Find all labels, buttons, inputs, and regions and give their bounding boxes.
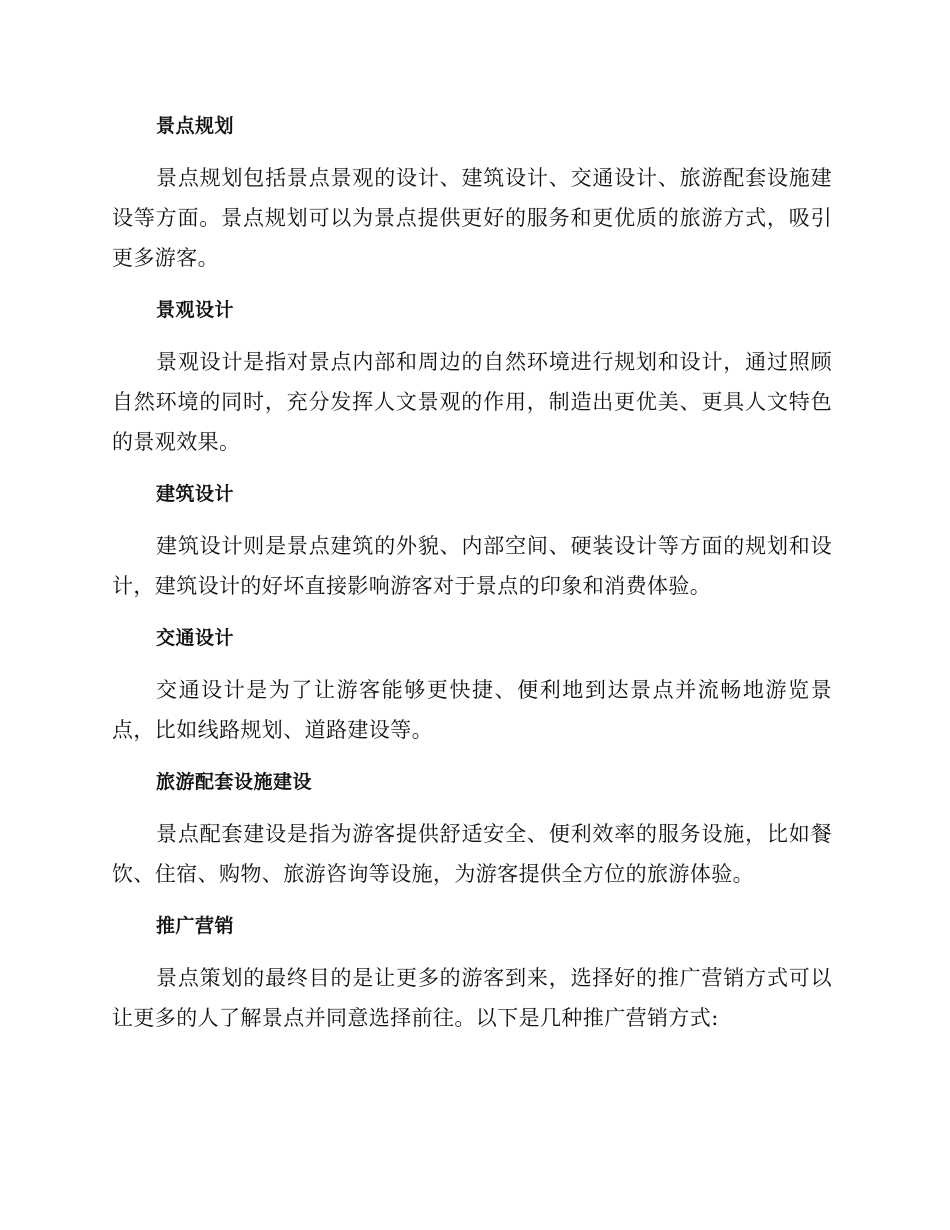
section-landscape-design [112, 290, 832, 462]
section-heading: 景点规划 [156, 115, 235, 137]
section-marketing [112, 906, 832, 1038]
section-heading: 交通设计 [156, 627, 235, 649]
section-scenic-planning [112, 106, 832, 278]
section-traffic-design [112, 618, 832, 750]
section-body: 景点规划包括景点景观的设计、建筑设计、交通设计、旅游配套设施建设等方面。景点规划可以为景点提供更好的服务和更优质的旅游方式，吸引更多游客。 [112, 166, 832, 270]
section-body: 建筑设计则是景点建筑的外貌、内部空间、硬装设计等方面的规划和设计，建筑设计的好坏直接影响游客对于景点的印象和消费体验。 [112, 534, 832, 598]
document-page [112, 106, 832, 1050]
section-body: 景点策划的最终目的是让更多的游客到来，选择好的推广营销方式可以让更多的人了解景点并同意选择前往。以下是几种推广营销方式: [112, 966, 832, 1030]
section-heading: 推广营销 [156, 915, 235, 937]
section-heading: 旅游配套设施建设 [156, 771, 313, 793]
section-body: 景点配套建设是指为游客提供舒适安全、便利效率的服务设施，比如餐饮、住宿、购物、旅游咨询等设施，为游客提供全方位的旅游体验。 [112, 822, 832, 886]
section-body: 景观设计是指对景点内部和周边的自然环境进行规划和设计，通过照顾自然环境的同时，充分发挥人文景观的作用，制造出更优美、更具人文特色的景观效果。 [112, 350, 832, 454]
section-heading: 建筑设计 [156, 483, 235, 505]
section-facilities [112, 762, 832, 894]
section-architecture-design [112, 474, 832, 606]
section-body: 交通设计是为了让游客能够更快捷、便利地到达景点并流畅地游览景点，比如线路规划、道路建设等。 [112, 678, 832, 742]
section-heading: 景观设计 [156, 299, 235, 321]
